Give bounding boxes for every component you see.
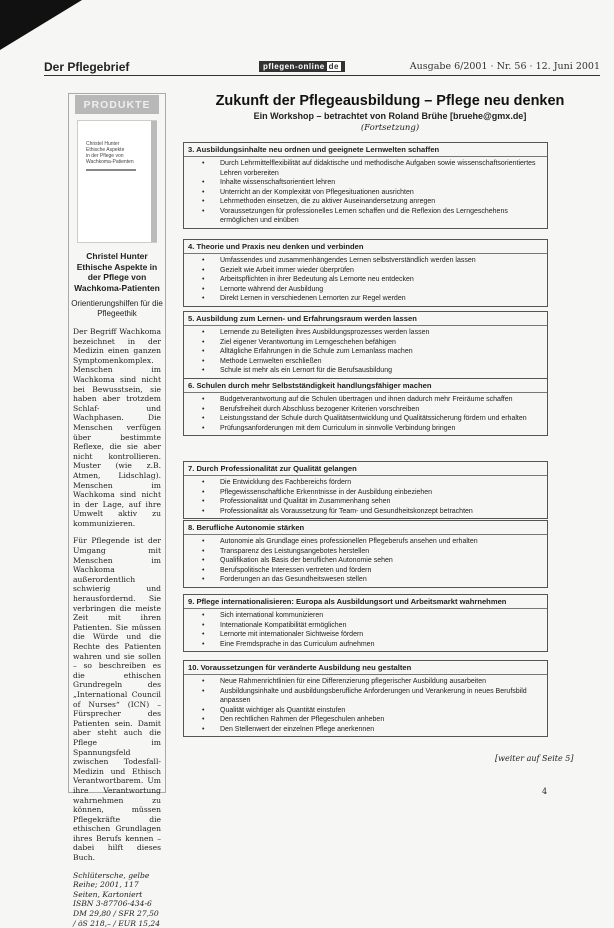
section-item: • Ziel eigener Verantwortung im Lerngeschehen befähigen [220, 338, 543, 348]
section-list [184, 476, 547, 518]
book-cover-image [77, 120, 157, 243]
section-box [183, 461, 548, 519]
section-item: • Neue Rahmenrichtlinien für eine Differenzierung pflegerischer Ausbildung ausarbeiten [220, 677, 543, 687]
cover-rule [86, 169, 136, 171]
section-box [183, 311, 548, 379]
section-item: • Voraussetzungen für professionelles Lernen schaffen und die Reflexion des Lerngeschehens ermöglichen und einüben [220, 207, 543, 226]
section-item: • Berufsfreiheit durch Abschluss bezogener Kriterien vorschreiben [220, 405, 543, 415]
section-item: • Pflegewissenschaftliche Erkenntnisse in der Ausbildung einbeziehen [220, 488, 543, 498]
section-item: • Inhalte wissenschaftsorientiert lehren [220, 178, 543, 188]
section-list [184, 157, 547, 228]
section-item: • Lernende zu Beteiligten ihres Ausbildungsprozesses werden lassen [220, 328, 543, 338]
section-item: • Budgetverantwortung auf die Schulen übertragen und ihnen dadurch mehr Freiräume schaffen [220, 395, 543, 405]
section-box [183, 239, 548, 307]
cover-line: Wachkoma-Patienten [86, 159, 134, 165]
section-heading: 5. Ausbildung zum Lernen- und Erfahrungsraum werden lassen [184, 312, 547, 326]
section-item: • Eine Fremdsprache in das Curriculum aufnehmen [220, 640, 543, 650]
section-item: • Lernorte während der Ausbildung [220, 285, 543, 295]
issue-info: Ausgabe 6/2001 · Nr. 56 · 12. Juni 2001 [409, 61, 600, 72]
article-subtitle: Ein Workshop – betrachtet von Roland Brühe [bruehe@gmx.de] [253, 111, 527, 121]
section-item: • Die Entwicklung des Fachbereichs fördern [220, 478, 543, 488]
section-item: • Forderungen an das Gesundheitswesen stellen [220, 575, 543, 585]
section-item: • Den Stellenwert der einzelnen Pflege anerkennen [220, 725, 543, 735]
section-item: • Lernorte mit internationaler Sichtweise fördern [220, 630, 543, 640]
continued-label: (Fortsetzung) [360, 123, 420, 133]
cover-stripe [151, 121, 157, 242]
cover-line: Ethische Aspekte [86, 147, 125, 153]
section-box [183, 378, 548, 436]
section-heading: 8. Berufliche Autonomie stärken [184, 521, 547, 535]
section-item: • Arbeitspflichten in ihrer Bedeutung als Lernorte neu entdecken [220, 275, 543, 285]
section-item: • Berufspolitische Interessen vertreten und fördern [220, 566, 543, 576]
section-item: • Internationale Kompatibilität ermöglichen [220, 621, 543, 631]
book-title: Christel Hunter Ethische Aspekte in der Pflege von Wachkoma-Patienten [74, 251, 160, 293]
section-item: • Methode Lernwelten erschließen [220, 357, 543, 367]
section-item: • Autonomie als Grundlage eines professionellen Pflegeberufs ansehen und erhalten [220, 537, 543, 547]
section-item: • Leistungsstand der Schule durch Qualitätsentwicklung und Qualitätssicherung fördern und erhalten [220, 414, 543, 424]
section-item: • Prüfungsanforderungen mit dem Curriculum in sinnvolle Verbindung bringen [220, 424, 543, 434]
section-heading: 10. Voraussetzungen für veränderte Ausbildung neu gestalten [184, 661, 547, 675]
section-box [183, 660, 548, 737]
products-tag: PRODUKTE [75, 95, 159, 114]
brand-logo [259, 61, 345, 72]
section-item: • Professionalität und Qualität im Zusammenhang sehen [220, 497, 543, 507]
section-box [183, 142, 548, 229]
section-item: • Durch Lehrmittelflexibilität auf didaktische und methodische Aufgaben sowie wissenschaftsorientiertes Lehren vorbereiten [220, 159, 543, 178]
section-item: • Ausbildungsinhalte und ausbildungsberufliche Anforderungen und Verankerung in neues Berufsbild anpassen [220, 687, 543, 706]
cover-line: in der Pflege von [86, 153, 124, 159]
section-item: • Den rechtlichen Rahmen der Pflegeschulen anheben [220, 715, 543, 725]
section-box [183, 594, 548, 652]
section-heading: 3. Ausbildungsinhalte neu ordnen und geeignete Lernwelten schaffen [184, 143, 547, 157]
section-item: • Qualifikation als Basis der beruflichen Autonomie sehen [220, 556, 543, 566]
cover-line: Christel Hunter [86, 141, 120, 147]
section-item: • Sich international kommunizieren [220, 611, 543, 621]
corner-mark [0, 0, 82, 50]
publication-name: Der Pflegebrief [44, 60, 130, 74]
section-list [184, 393, 547, 435]
book-subtitle: Orientierungshilfen für die Pflegeethik [71, 299, 163, 318]
section-list [184, 254, 547, 306]
section-item: • Direkt Lernen in verschiedenen Lernorten zur Regel werden [220, 294, 543, 304]
section-item: • Lehrmethoden einsetzen, die zu aktiver Auseinandersetzung anregen [220, 197, 543, 207]
page-number: 4 [542, 787, 548, 796]
section-heading: 6. Schulen durch mehr Selbstständigkeit handlungsfähiger machen [184, 379, 547, 393]
section-heading: 7. Durch Professionalität zur Qualität gelangen [184, 462, 547, 476]
section-list [184, 609, 547, 651]
section-item: • Qualität wichtiger als Quantität einstufen [220, 706, 543, 716]
section-box [183, 520, 548, 588]
page-header [44, 58, 600, 76]
section-heading: 4. Theorie und Praxis neu denken und verbinden [184, 240, 547, 254]
section-item: • Umfassendes und zusammenhängendes Lernen selbstverständlich werden lassen [220, 256, 543, 266]
sidebar-paragraph: Der Begriff Wachkoma bezeichnet in der Medizin einen ganzen Symptomenkomplex. Menschen im Wachkoma sind nicht bei Bewusstsein, sie haben aber trotzdem Schlaf- und Wachphasen. Die Menschen verfügen über bestimmte Reflexe, die sie aber nicht kontrollieren. Muster (wie z.B. Atmen, Lidschlag). Menschen im Wachkoma sind nicht in der Lage, auf ihre Umwelt aktiv zu kommunizieren. [73, 327, 161, 528]
section-item: • Transparenz des Leistungsangebotes herstellen [220, 547, 543, 557]
sidebar-paragraph: Für Pflegende ist der Umgang mit Menschen im Wachkoma außerordentlich schwierig und herausfordernd. Sie verbringen die meiste Zeit mit ihren Patienten. Sie müssen die Würde und die Rechte des Patienten wahren und sie sollen – so beschreiben es die ethischen Grundregeln des „International Council of Nurses“ (ICN) – Fürsprecher des Patienten sein. Damit aber steht auch die Pflege im Spannungsfeld zwischen Todesfall-Medizin und Ethisch Verantwortbarem. Um ihre Verantwortung wahrnehmen zu können, müssen Pflegekräfte die ethischen Grundlagen ihres Berufs kennen – dabei hilft dieses Buch. [73, 536, 161, 863]
section-list [184, 326, 547, 378]
brand-text: pflegen-online [263, 62, 325, 71]
product-sidebar [68, 93, 166, 928]
section-item: • Gezielt wie Arbeit immer wieder überprüfen [220, 266, 543, 276]
section-item: • Alltägliche Erfahrungen in die Schule zum Lernanlass machen [220, 347, 543, 357]
brand-suffix: de [328, 62, 340, 71]
section-item: • Schule ist mehr als ein Lernort für die Berufsausbildung [220, 366, 543, 376]
section-item: • Professionalität als Voraussetzung für Team- und Gesundheitskonzept betrachten [220, 507, 543, 517]
section-list [184, 535, 547, 587]
book-details: Schlütersche, gelbe Reihe; 2001, 117 Seiten, Kartoniert ISBN 3-87706-434-6 DM 29,80 / SFR 27,50 / öS 218,– / EUR 15,24 [73, 870, 161, 928]
section-list [184, 675, 547, 736]
section-heading: 9. Pflege internationalisieren: Europa als Ausbildungsort und Arbeitsmarkt wahrnehmen [184, 595, 547, 609]
article-title: Zukunft der Pflegeausbildung – Pflege neu denken [215, 93, 565, 109]
section-item: • Unterricht an der Komplexität von Pflegesituationen ausrichten [220, 188, 543, 198]
continued-note: [weiter auf Seite 5] [495, 754, 574, 763]
